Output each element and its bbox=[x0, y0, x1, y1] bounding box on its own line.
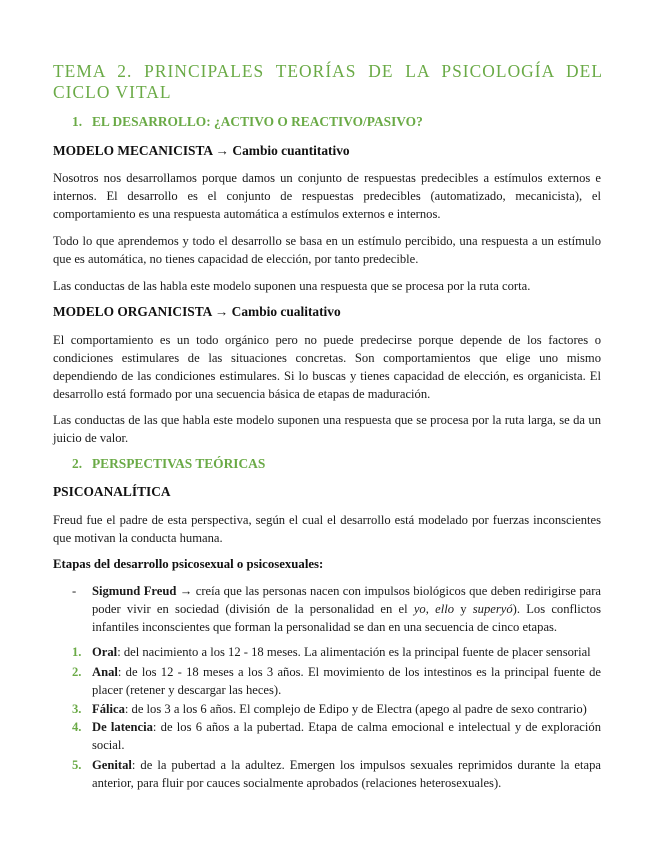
section-title: EL DESARROLLO: ¿ACTIVO O REACTIVO/PASIVO? bbox=[92, 114, 423, 129]
term-ello: ello bbox=[435, 602, 454, 616]
list-number: 3. bbox=[72, 702, 82, 716]
heading-psicoanalitica: PSICOANALÍTICA bbox=[53, 484, 171, 499]
section-title: PERSPECTIVAS TEÓRICAS bbox=[92, 456, 266, 471]
section-number: 1. bbox=[72, 114, 83, 129]
bullet-freud bbox=[53, 582, 601, 636]
stages-list bbox=[53, 643, 601, 792]
stage-name: Anal bbox=[92, 665, 118, 679]
document-title: TEMA 2. PRINCIPALES TEORÍAS DE LA PSICOLOGÍA DEL CICLO VITAL bbox=[53, 61, 603, 102]
list-number: 1. bbox=[72, 645, 82, 659]
stage-text: : de la pubertad a la adultez. Emergen los impulsos sexuales reprimidos durante la etapa anterior, para fluir por cauces socialmente aprobados (relaciones heterosexuales). bbox=[92, 758, 601, 790]
bullet-mark: - bbox=[72, 584, 77, 598]
term-superyo: superyó bbox=[472, 602, 513, 616]
list-number: 2. bbox=[72, 665, 82, 679]
list-item bbox=[53, 718, 601, 754]
stage-name: Oral bbox=[92, 645, 118, 659]
list-item bbox=[53, 700, 601, 718]
paragraph-mecanicista-1: Nosotros nos desarrollamos porque damos un conjunto de respuestas predecibles a estímulos externos e internos. El desarrollo es el conjunto de respuestas predecibles (automatizado, mecanicista), el comportamiento es una respuesta automática a estímulos externos e internos. bbox=[53, 171, 601, 221]
list-item bbox=[53, 663, 601, 699]
section-heading-desarrollo bbox=[72, 114, 423, 130]
paragraph-organicista-2: Las conductas de las que habla este modelo suponen una respuesta que se procesa por la ruta larga, se da un juicio de valor. bbox=[53, 413, 601, 445]
list-item bbox=[53, 643, 601, 661]
stage-text: : del nacimiento a los 12 - 18 meses. La alimentación es la principal fuente de placer sensorial bbox=[117, 645, 591, 659]
list-number: 4. bbox=[72, 720, 82, 734]
stage-name: De latencia bbox=[92, 720, 153, 734]
heading-etapas: Etapas del desarrollo psicosexual o psicosexuales: bbox=[53, 557, 324, 571]
paragraph-mecanicista-3: Las conductas de las habla este modelo suponen una respuesta que se procesa por la ruta corta. bbox=[53, 279, 531, 293]
separator: , bbox=[425, 602, 436, 616]
section-heading-perspectivas bbox=[72, 456, 265, 472]
bullet-text bbox=[92, 582, 601, 636]
heading-modelo-mecanicista: MODELO MECANICISTA → Cambio cuantitativo bbox=[53, 143, 350, 158]
stage-text: : de los 12 - 18 meses a los 3 años. El movimiento de los intestinos es la principal fuente de placer (retener y descargar las heces). bbox=[92, 665, 601, 697]
stage-name: Fálica bbox=[92, 702, 125, 716]
bullet-text-a: → creía que las personas nacen con impulsos biológicos que deben redirigirse para poder vivir en sociedad (división de la personalidad en el bbox=[92, 584, 601, 616]
separator: y bbox=[454, 602, 473, 616]
list-number: 5. bbox=[72, 758, 82, 772]
paragraph-mecanicista-2: Todo lo que aprendemos y todo el desarrollo se basa en un estímulo percibido, una respuesta a un estímulo que es automática, no tienes capacidad de elección, por tanto predecible. bbox=[53, 234, 601, 266]
paragraph-freud-intro: Freud fue el padre de esta perspectiva, según el cual el desarrollo está modelado por fuerzas inconscientes que motivan la conducta humana. bbox=[53, 513, 601, 545]
section-number: 2. bbox=[72, 456, 83, 471]
heading-modelo-organicista: MODELO ORGANICISTA → Cambio cualitativo bbox=[53, 304, 341, 319]
stage-text: : de los 6 años a la pubertad. Etapa de calma emocional e intelectual y de exploración social. bbox=[92, 720, 601, 752]
list-item bbox=[53, 756, 601, 792]
stage-name: Genital bbox=[92, 758, 132, 772]
bullet-name: Sigmund Freud bbox=[92, 584, 177, 598]
bullet-text-b: ). Los conflictos infantiles inconscientes que forman la personalidad se dan en una secuencia de cinco etapas. bbox=[92, 602, 602, 634]
paragraph-organicista-1: El comportamiento es un todo orgánico pero no puede predecirse porque depende de los factores o condiciones estimulares de las situaciones concretas. Son comportamientos que elige uno mismo dependiendo de las condiciones estimulares. Si lo buscas y tienes capacidad de elección, es organicista. El desarrollo está formado por una secuencia básica de etapas de maduración. bbox=[53, 333, 601, 401]
term-yo: yo bbox=[413, 602, 426, 616]
stage-text: : de los 3 a los 6 años. El complejo de Edipo y de Electra (apego al padre de sexo contrario) bbox=[124, 702, 587, 716]
